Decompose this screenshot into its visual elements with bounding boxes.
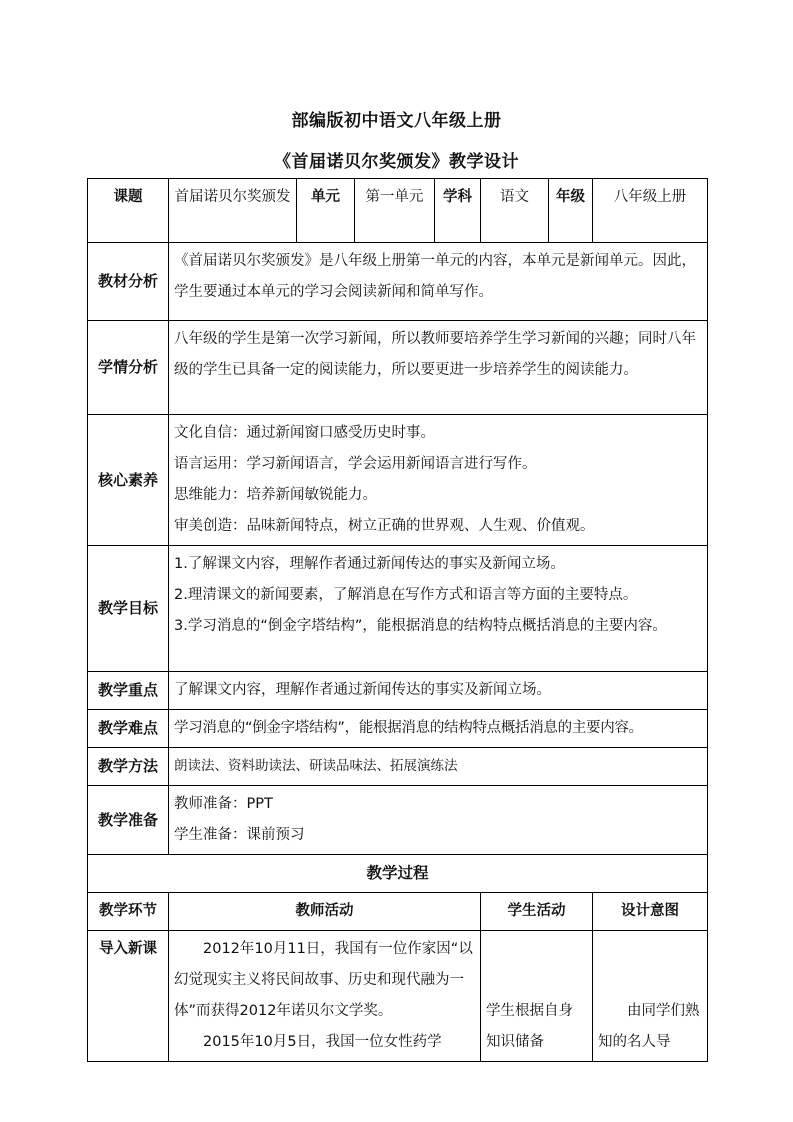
methods-row xyxy=(88,748,708,786)
col-intent: 设计意图 xyxy=(593,893,708,931)
literacy-row xyxy=(88,415,708,546)
goal-line: 1.了解课文内容，理解作者通过新闻传达的事实及新闻立场。 xyxy=(174,556,565,572)
students-label: 学情分析 xyxy=(88,321,169,415)
col-stage: 教学环节 xyxy=(88,893,169,931)
students-content xyxy=(169,321,708,415)
teacher-paragraph: 2015年10月5日，我国一位女性药学 xyxy=(203,1034,442,1050)
material-text: 《首届诺贝尔奖颁发》是八年级上册第一单元的内容，本单元是新闻单元。因此，学生要通过本单元的学习会阅读新闻和简单写作。 xyxy=(174,253,696,300)
material-row xyxy=(88,243,708,321)
goals-row xyxy=(88,546,708,672)
material-content xyxy=(169,243,708,321)
document-title: 部编版初中语文八年级上册 xyxy=(291,111,502,131)
prep-label: 教学准备 xyxy=(88,786,169,855)
header-row xyxy=(88,179,708,243)
process-heading: 教学过程 xyxy=(88,855,708,893)
goals-label: 教学目标 xyxy=(88,546,169,672)
col-student: 学生活动 xyxy=(481,893,593,931)
unit-label: 单元 xyxy=(297,179,355,243)
students-text: 八年级的学生是第一次学习新闻，所以教师要培养学生学习新闻的兴趣；同时八年级的学生已具备一定的阅读能力，所以要更进一步培养学生的阅读能力。 xyxy=(174,331,696,378)
difficulty-label: 教学难点 xyxy=(88,710,169,748)
lesson-plan-table xyxy=(87,178,708,1062)
student-text: 学生根据自身知识储备 xyxy=(486,1003,573,1050)
student-cell xyxy=(481,931,593,1062)
prep-line: 学生准备：课前预习 xyxy=(174,827,305,843)
course-value: 首届诺贝尔奖颁发 xyxy=(169,179,297,243)
teacher-cell xyxy=(169,931,481,1062)
literacy-line: 思维能力：培养新闻敏锐能力。 xyxy=(174,487,377,503)
literacy-line: 审美创造：品味新闻特点，树立正确的世界观、人生观、价值观。 xyxy=(174,518,595,534)
col-teacher: 教师活动 xyxy=(169,893,481,931)
literacy-content xyxy=(169,415,708,546)
subject-label: 学科 xyxy=(435,179,481,243)
intent-text: 由同学们熟知的名人导 xyxy=(598,1003,700,1050)
document-subtitle: 《首届诺贝尔奖颁发》教学设计 xyxy=(274,152,519,172)
process-row xyxy=(88,931,708,1062)
key-label: 教学重点 xyxy=(88,672,169,710)
difficulty-content: 学习消息的“倒金字塔结构”，能根据消息的结构特点概括消息的主要内容。 xyxy=(169,710,708,748)
methods-content: 朗读法、资料助读法、研读品味法、拓展演练法 xyxy=(169,748,708,786)
goal-line: 2.理清课文的新闻要素，了解消息在写作方式和语言等方面的主要特点。 xyxy=(174,587,638,603)
course-label: 课题 xyxy=(88,179,169,243)
methods-label: 教学方法 xyxy=(88,748,169,786)
process-heading-row xyxy=(88,855,708,893)
unit-value: 第一单元 xyxy=(355,179,435,243)
material-label: 教材分析 xyxy=(88,243,169,321)
prep-content xyxy=(169,786,708,855)
literacy-label: 核心素养 xyxy=(88,415,169,546)
teacher-paragraph: 2012年10月11日，我国有一位作家因“以幻觉现实主义将民间故事、历史和现代融为一体”而获得2012年诺贝尔文学奖。 xyxy=(174,941,473,1019)
intent-cell xyxy=(593,931,708,1062)
goals-content xyxy=(169,546,708,672)
difficulty-row xyxy=(88,710,708,748)
key-content: 了解课文内容，理解作者通过新闻传达的事实及新闻立场。 xyxy=(169,672,708,710)
grade-value: 八年级上册 xyxy=(593,179,708,243)
prep-line: 教师准备：PPT xyxy=(174,796,273,812)
goal-line: 3.学习消息的“倒金字塔结构”，能根据消息的结构特点概括消息的主要内容。 xyxy=(174,618,667,634)
stage-cell: 导入新课 xyxy=(88,931,169,1062)
literacy-line: 文化自信：通过新闻窗口感受历史时事。 xyxy=(174,425,435,441)
grade-label: 年级 xyxy=(549,179,593,243)
key-row xyxy=(88,672,708,710)
subject-value: 语文 xyxy=(481,179,549,243)
students-row xyxy=(88,321,708,415)
prep-row xyxy=(88,786,708,855)
process-columns-row xyxy=(88,893,708,931)
literacy-line: 语言运用：学习新闻语言，学会运用新闻语言进行写作。 xyxy=(174,456,537,472)
